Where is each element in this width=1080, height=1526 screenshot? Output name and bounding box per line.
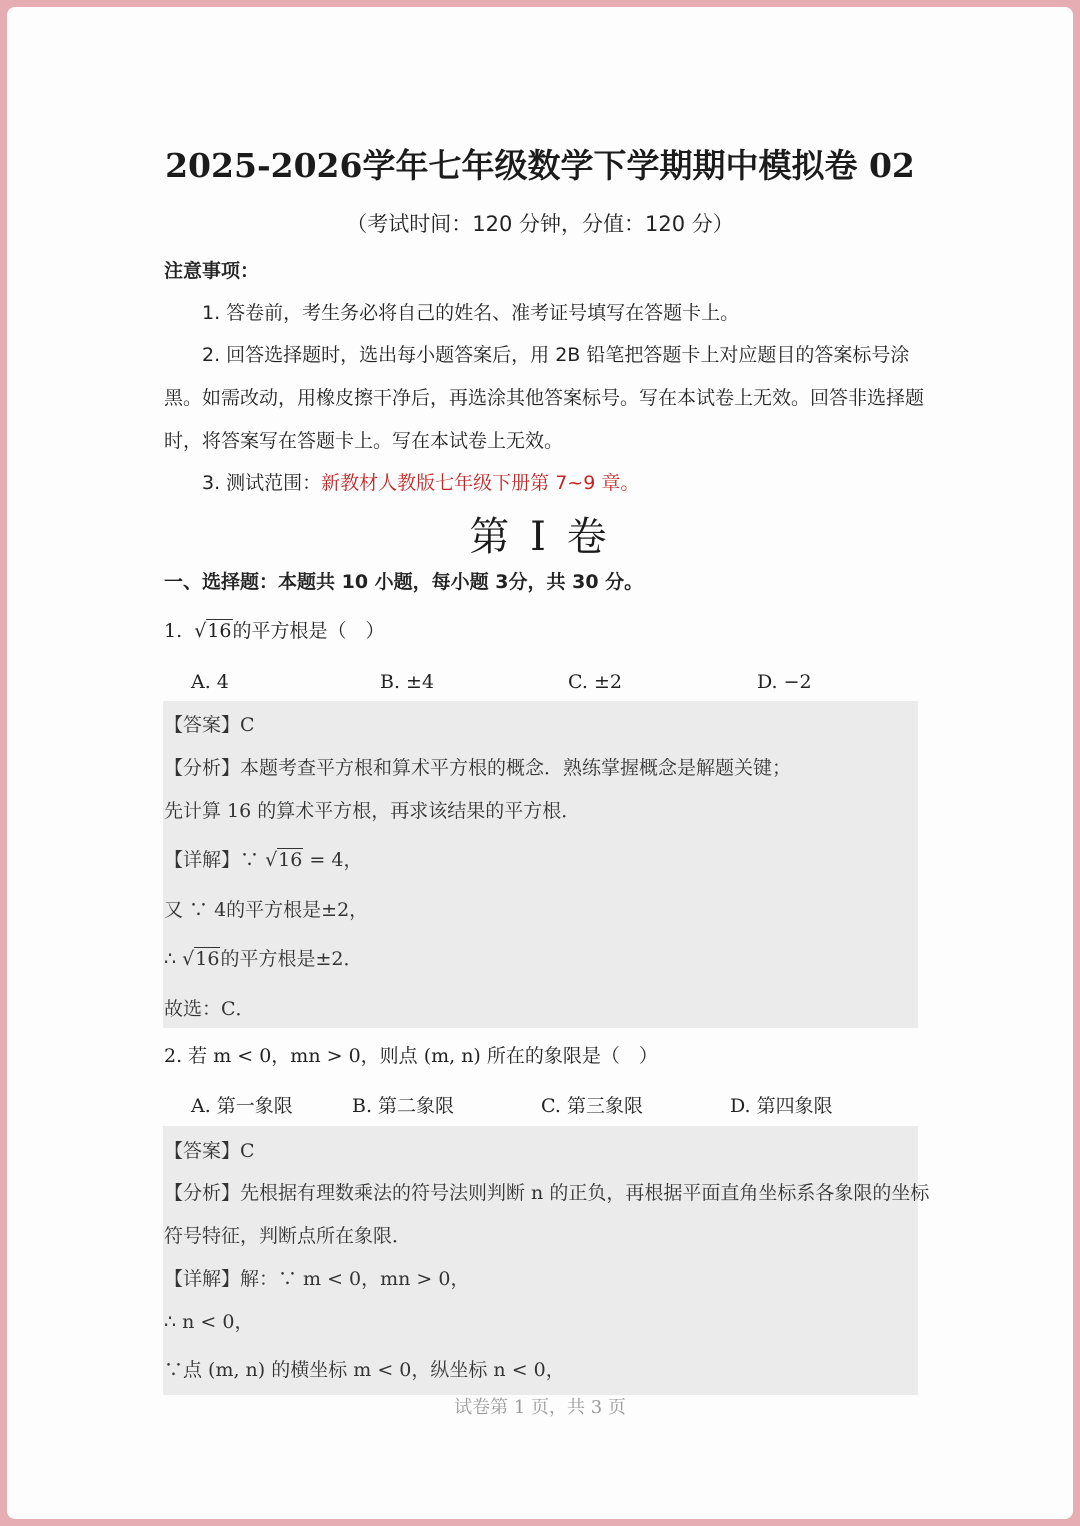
q1-detail [164,845,362,872]
exam-title: 2025-2026学年七年级数学下学期期中模拟卷 02 [165,146,915,185]
q1-step-3-suffix: 的平方根是±2． [220,948,363,970]
q2-detail: 【详解】解：∵ m < 0，mn > 0， [164,1268,470,1290]
q1-option-d: D. −2 [757,671,812,693]
sqrt-16: √16 [194,620,232,642]
q2-step-2: ∴ n < 0， [164,1311,254,1333]
q2-option-b: B. 第二象限 [352,1095,455,1117]
page-footer: 试卷第 1 页，共 3 页 [454,1397,626,1418]
q1-step-3 [164,944,362,971]
notice-heading: 注意事项： [164,260,260,282]
q2-step-3: ∵点 (m, n) 的横坐标 m < 0，纵坐标 n < 0， [164,1359,565,1381]
q1-analysis-line-2: 先计算 16 的算术平方根，再求该结果的平方根． [164,800,581,822]
question-1-number: 1. [164,620,183,642]
question-2-stem: 2. 若 m < 0，mn > 0，则点 (m, n) 所在的象限是（ ） [164,1045,658,1067]
test-scope-highlight: 新教材人教版七年级下册第 7~9 章。 [321,472,640,494]
q2-option-a: A. 第一象限 [191,1095,293,1117]
notice-item-2-line-1: 2. 回答选择题时，选出每小题答案后，用 2B 铅笔把答题卡上对应题目的答案标号涂 [202,344,910,366]
q1-detail-prefix: 【详解】∵ [164,849,260,871]
q1-conclusion: 故选：C． [164,998,255,1020]
q2-analysis-line-2: 符号特征，判断点所在象限． [164,1225,412,1247]
q2-option-c: C. 第三象限 [541,1095,643,1117]
q1-option-c: C. ±2 [568,671,622,693]
q1-step-2: 又 ∵ 4的平方根是±2， [164,899,369,921]
question-1-stem [164,618,385,644]
q1-answer: 【答案】C [164,714,255,736]
q2-answer: 【答案】C [164,1140,255,1162]
q2-analysis-line-1: 【分析】先根据有理数乘法的符号法则判断 n 的正负，再根据平面直角坐标系各象限的坐标 [164,1182,930,1204]
q1-option-a: A. 4 [191,671,229,693]
sqrt-16-detail-radicand: 16 [278,849,303,871]
sqrt-16-radicand: 16 [207,620,232,642]
sqrt-16-step-radicand: 16 [195,948,220,970]
question-1-text: 的平方根是（ ） [232,620,385,642]
notice-item-3 [202,470,639,496]
q1-detail-suffix: = 4， [303,849,363,871]
notice-item-2-line-2: 黑。如需改动，用橡皮擦干净后，再选涂其他答案标号。写在本试卷上无效。回答非选择题 [164,387,925,409]
q2-option-d: D. 第四象限 [730,1095,833,1117]
notice-item-1: 1. 答卷前，考生务必将自己的姓名、准考证号填写在答题卡上。 [202,302,740,324]
notice-item-2-line-3: 时，将答案写在答题卡上。写在本试卷上无效。 [164,430,564,452]
q1-step-3-prefix: ∴ [164,948,177,970]
sqrt-16-detail: √16 [265,849,303,871]
q1-analysis-line-1: 【分析】本题考查平方根和算术平方根的概念．熟练掌握概念是解题关键； [164,757,792,779]
notice-item-3-prefix: 3. 测试范围： [202,472,322,494]
section-heading: 一、选择题：本题共 10 小题，每小题 3分，共 30 分。 [164,571,644,593]
sqrt-16-step: √16 [182,948,220,970]
q1-option-b: B. ±4 [380,671,435,693]
exam-subtitle: （考试时间：120 分钟，分值：120 分） [346,212,734,236]
part-title: 第 I 卷 [469,514,611,560]
